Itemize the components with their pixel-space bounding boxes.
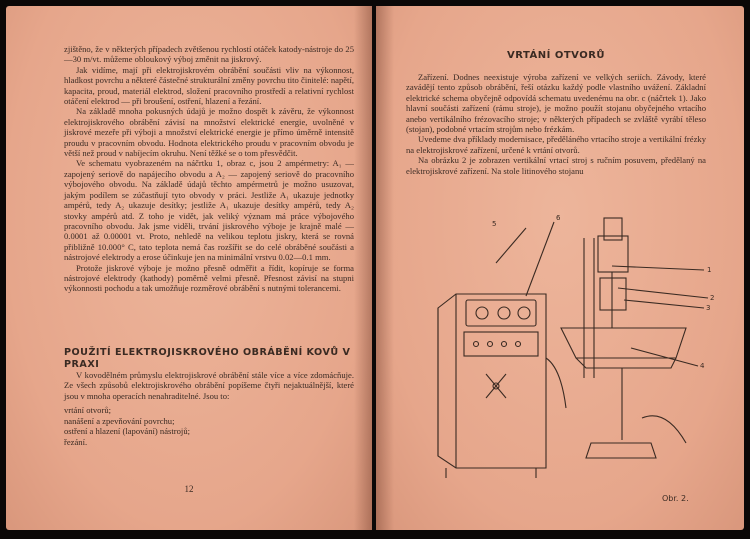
right-paragraph: Uvedeme dva příklady modernisace, předěláného vrtacího stroje a vertikální frézky na elektrojiskrové zařízení, určené k vrtání otvorů. xyxy=(406,134,706,155)
left-paragraph: zjištěno, že v některých případech zvětšenou rychlostí otáček katody-nástroje do 25—30 m/vt. můžeme obloukový výboj změnit na jiskrový. xyxy=(64,44,354,65)
section-heading: POUŽITÍ ELEKTROJISKROVÉHO OBRÁBĚNÍ KOVŮ V PRAXI xyxy=(64,347,351,370)
list-item: nanášení a zpevňování povrchu; xyxy=(64,415,175,426)
left-paragraph: V kovodělném průmyslu elektrojiskrové obrábění stále více a více zdomácňuje. Ze všech způsobů elektrojiskrového obrábění popíšeme čtyři nejaktuálnější, které jsou v mnoha operacích nenahraditelné. Jsou to: xyxy=(64,370,354,401)
figure-label: 1 xyxy=(707,266,712,274)
section-heading: VRTÁNÍ OTVORŮ xyxy=(506,50,606,61)
machine-illustration xyxy=(386,208,726,508)
left-paragraph: Na základě mnoha pokusných údajů je možno dospět k závěru, že výkonnost elektrojiskrového obrábění závisí na množství elektrické energie, uvolněné v jiskrové mezeře při výboji a množství elektrické energie je přímo úměrně intensitě proudu v pracovním obvodu. Hodnota elektrického proudu v pracovním obvodu je větší než proud v nabíjecím okruhu. Není těžké se o tom přesvědčit. xyxy=(64,106,354,159)
right-paragraph: Zařízení. Dodnes neexistuje výroba zařízení ve velkých seriích. Závody, které zavádějí tento způsob obrábění, řeší otázku každý podle vlastního uvážení. Základní elektrické schema obyčejně odpovídá schematu uvedenému na obr. c (náčrtek 1). Jako hlavní součásti zařízení (rámu stroje), je možno použít stojanu obyčejného vrtacího anebo vertikálního frézovacího stroje; v některých případech se zvláště vyrábí těleso (stojan), podobné vrtacím strojům nebo frézkám. xyxy=(406,72,706,135)
figure-label: 6 xyxy=(556,214,561,222)
figure-label: 3 xyxy=(706,304,711,312)
figure-label: 2 xyxy=(710,294,715,302)
right-body-text xyxy=(406,72,706,176)
section-intro xyxy=(64,370,354,401)
left-body-text xyxy=(64,44,354,294)
figure-label: 5 xyxy=(492,220,497,228)
left-page xyxy=(6,6,372,530)
list-item: řezání. xyxy=(64,436,88,447)
left-paragraph: Jak vidíme, mají při elektrojiskrovém obrábění součásti vliv na výkonnost, hladkost povrchu a některé částečné strukturální změny povrchu tito činitelé: napětí, kapacita, proud, materiál elektrod, složení pracovního prostředí a relativní rychlost otáčení elektrod — při broušení, ostření, hlazení a řezání. xyxy=(64,64,354,107)
figure-label: 4 xyxy=(700,362,705,370)
list-item: vrtání otvorů; xyxy=(64,405,112,415)
right-paragraph: Na obrázku 2 je zobrazen vertikální vrtací stroj s ručním posuvem, předělaný na elektrojiskrové zařízení. Na stole litinového stojanu xyxy=(406,155,706,176)
left-paragraph: Protože jiskrové výboje je možno přesně odměřit a řídit, kopíruje se forma nástrojové elektrody (kathody) poměrně velmi přesně. Přesnost závisí na stupni výkonnosti pochodu a tak umožňuje rozměrové obrábění s nutnými tolerancemi. xyxy=(64,262,354,294)
method-list xyxy=(64,405,354,447)
figure-caption: Obr. 2. xyxy=(662,494,689,503)
gutter-shadow xyxy=(354,6,372,530)
list-item: ostření a hlazení (lapování) nástrojů; xyxy=(64,426,190,437)
left-paragraph: Ve schematu vyobrazeném na náčrtku 1, obraz c, jsou 2 ampérmetry: A₁ — zapojený seriově do napájecího obvodu a A₂ — zapojený seriově do pracovního výbojového obvodu. Na základě údajů těchto ampérmetrů je možno usuzovat, jakým podílem se zúčastňují tyto obvody v práci. Jestliže A₁ ukazuje jednotky ampérů, tedy A₂ ukazuje desítky; jestliže A₁ ukazuje desítky ampérů, tedy A₂ stovky ampérů atd. Z toho je vidět, jak veliký význam má práce výbojového pracovního obvodu. Jak jsme viděli, trvání jiskrového výboje je krajně malé — 0.0001 až 0.00001 vt. Proto, nehledě na velikou teplotu jiskry, která se rovná přibližně 10.000° C, tato teplota nemá čas rozšířit se do celé obráběné součásti a nástrojové elektrody a erose účinkuje jen na minimální vrstvu 0.02—0.1 mm. xyxy=(64,158,354,263)
page-number: 12 xyxy=(184,484,194,494)
right-page xyxy=(376,6,744,530)
